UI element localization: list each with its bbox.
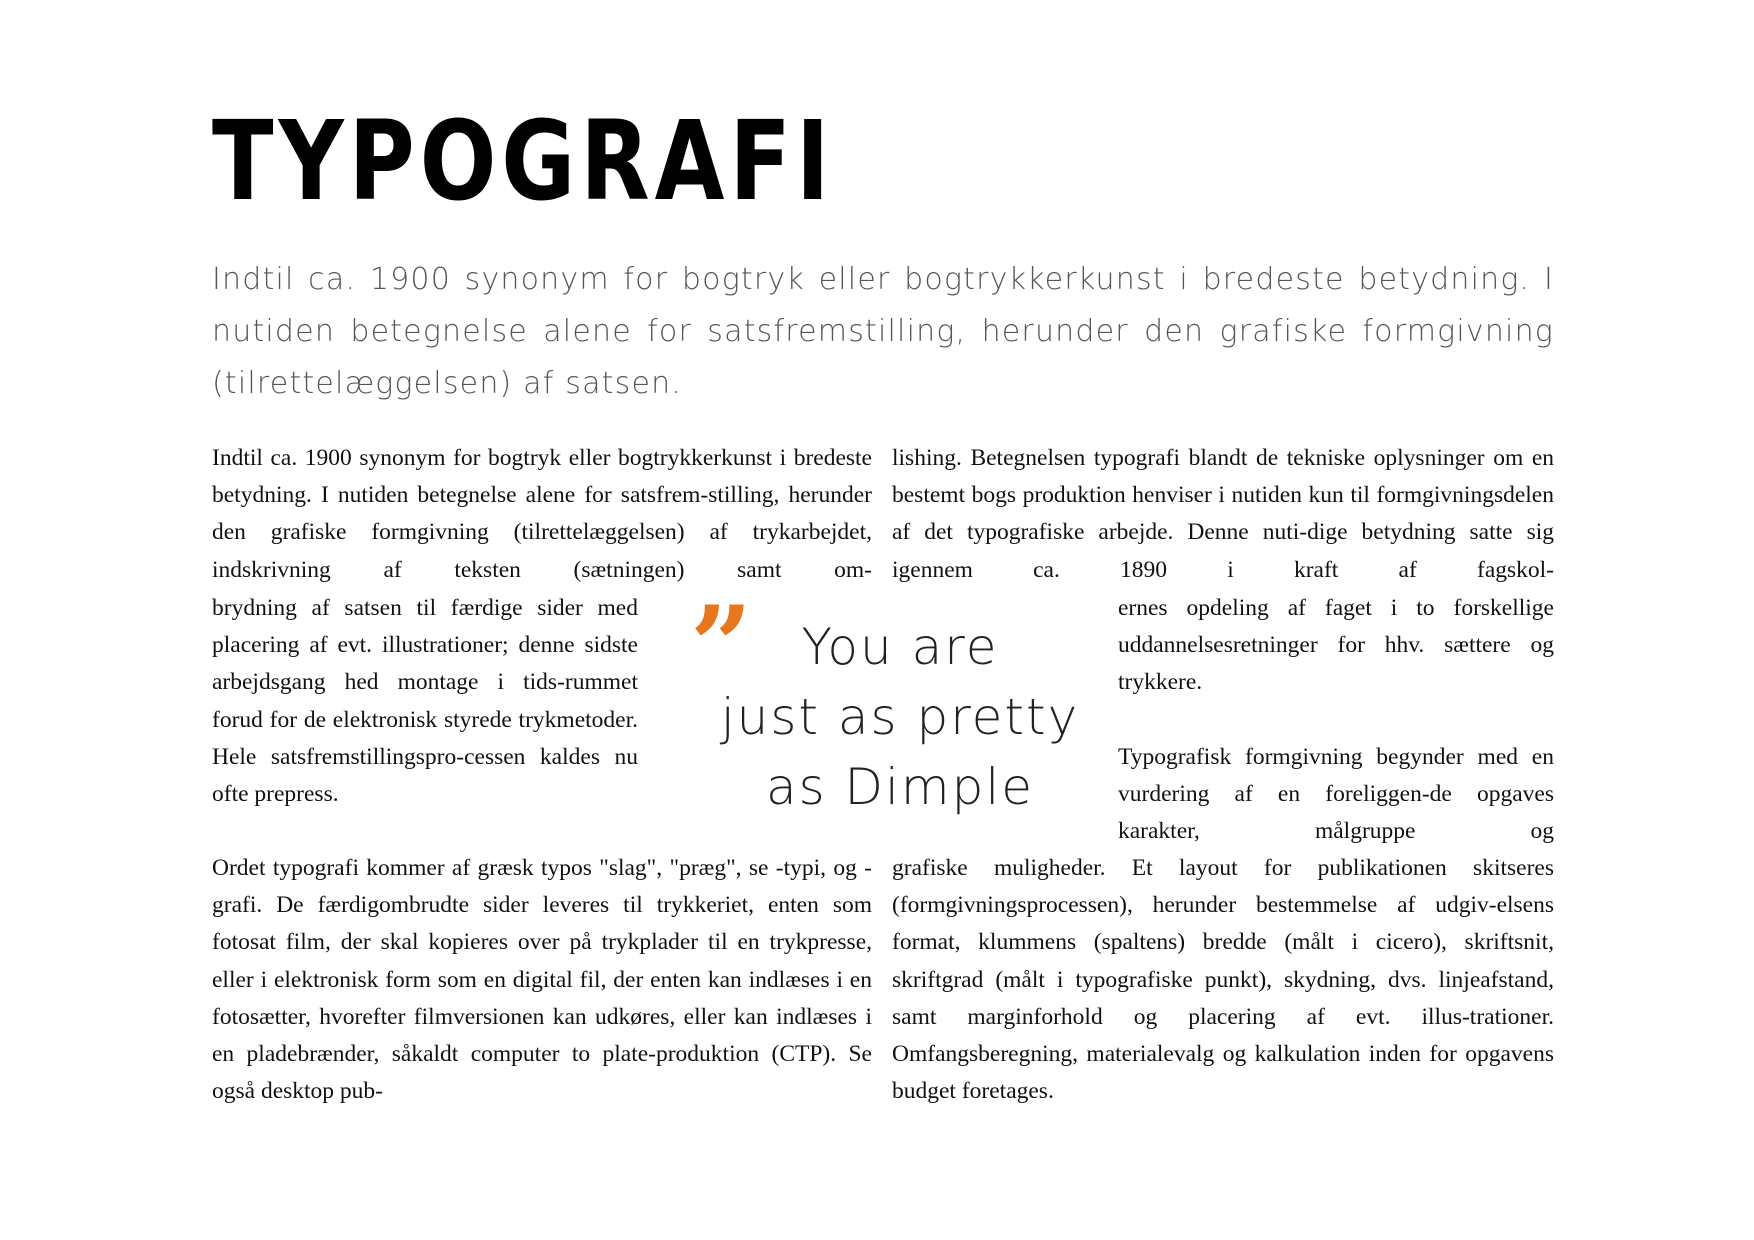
quote-mark-icon: ” — [690, 583, 753, 709]
body-col2-mid1: ernes opdeling af faget i to forskellige uddannelsesretninger for hhv. sættere og trykkere. — [1118, 595, 1554, 696]
lede-paragraph: Indtil ca. 1900 synonym for bogtryk eller bogtrykkerkunst i bredeste betydning. I nutiden betegnelse alene for satsfremstilling, herunder den grafiske formgivning (tilrettelæggelsen) af satsen. — [212, 262, 1554, 401]
body-col1-mid: brydning af satsen til færdige sider med placering af evt. illustrationer; denne sidste arbejdsgang hed montage i tids-rummet forud for de elektronisk styrede trykmetoder. Hele satsfremstillingspro-cessen kaldes nu ofte prepress. — [212, 595, 638, 808]
body-col2-mid2: Typografisk formgivning begynder med en vurdering af en foreliggen-de opgaves karakter, målgruppe og — [1118, 744, 1554, 845]
page-title: TYPOGRAFI — [212, 97, 835, 225]
body-col2-top: lishing. Betegnelsen typografi blandt de tekniske oplysninger om en bestemt bogs produktion henviser i nutiden kun til formgivningsdelen af det typografiske arbejde. Denne nuti-dige betydning satte sig igennem ca. 1890 i kraft af fagskol- — [892, 445, 1554, 583]
pull-quote-text: You are just as pretty as Dimple — [720, 618, 1080, 816]
pull-quote — [690, 583, 1110, 824]
body-col1-top: Indtil ca. 1900 synonym for bogtryk eller bogtrykkerkunst i bredeste betydning. I nutiden betegnelse alene for satsfrem-stilling, herunder den grafiske formgivning (tilrettelæggelsen) af trykarbejdet, indskrivning af teksten (sætningen) samt om- — [212, 445, 872, 583]
body-col1-bottom: Ordet typografi kommer af græsk typos "slag", "præg", se -typi, og -grafi. De færdigombrudte sider leveres til trykkeriet, enten som fotosat film, der skal kopieres over på trykplader til en trykpresse, eller i elektronisk form som en digital fil, der enten kan indlæses i en fotosætter, hvorefter filmversionen kan udkøres, eller kan indlæses i en pladebrænder, såkaldt computer to plate-produktion (CTP). Se også desktop pub- — [212, 855, 872, 1105]
body-col2-bottom: grafiske muligheder. Et layout for publikationen skitseres (formgivningsprocessen), herunder bestemmelse af udgiv-elsens format, klummens (spaltens) bredde (målt i cicero), skriftsnit, skriftgrad (målt i typografiske punkt), skydning, dvs. linjeafstand, samt marginforhold og placering af evt. illus-trationer. Omfangsberegning, materialevalg og kalkulation inden for opgavens budget foretages. — [892, 855, 1554, 1105]
